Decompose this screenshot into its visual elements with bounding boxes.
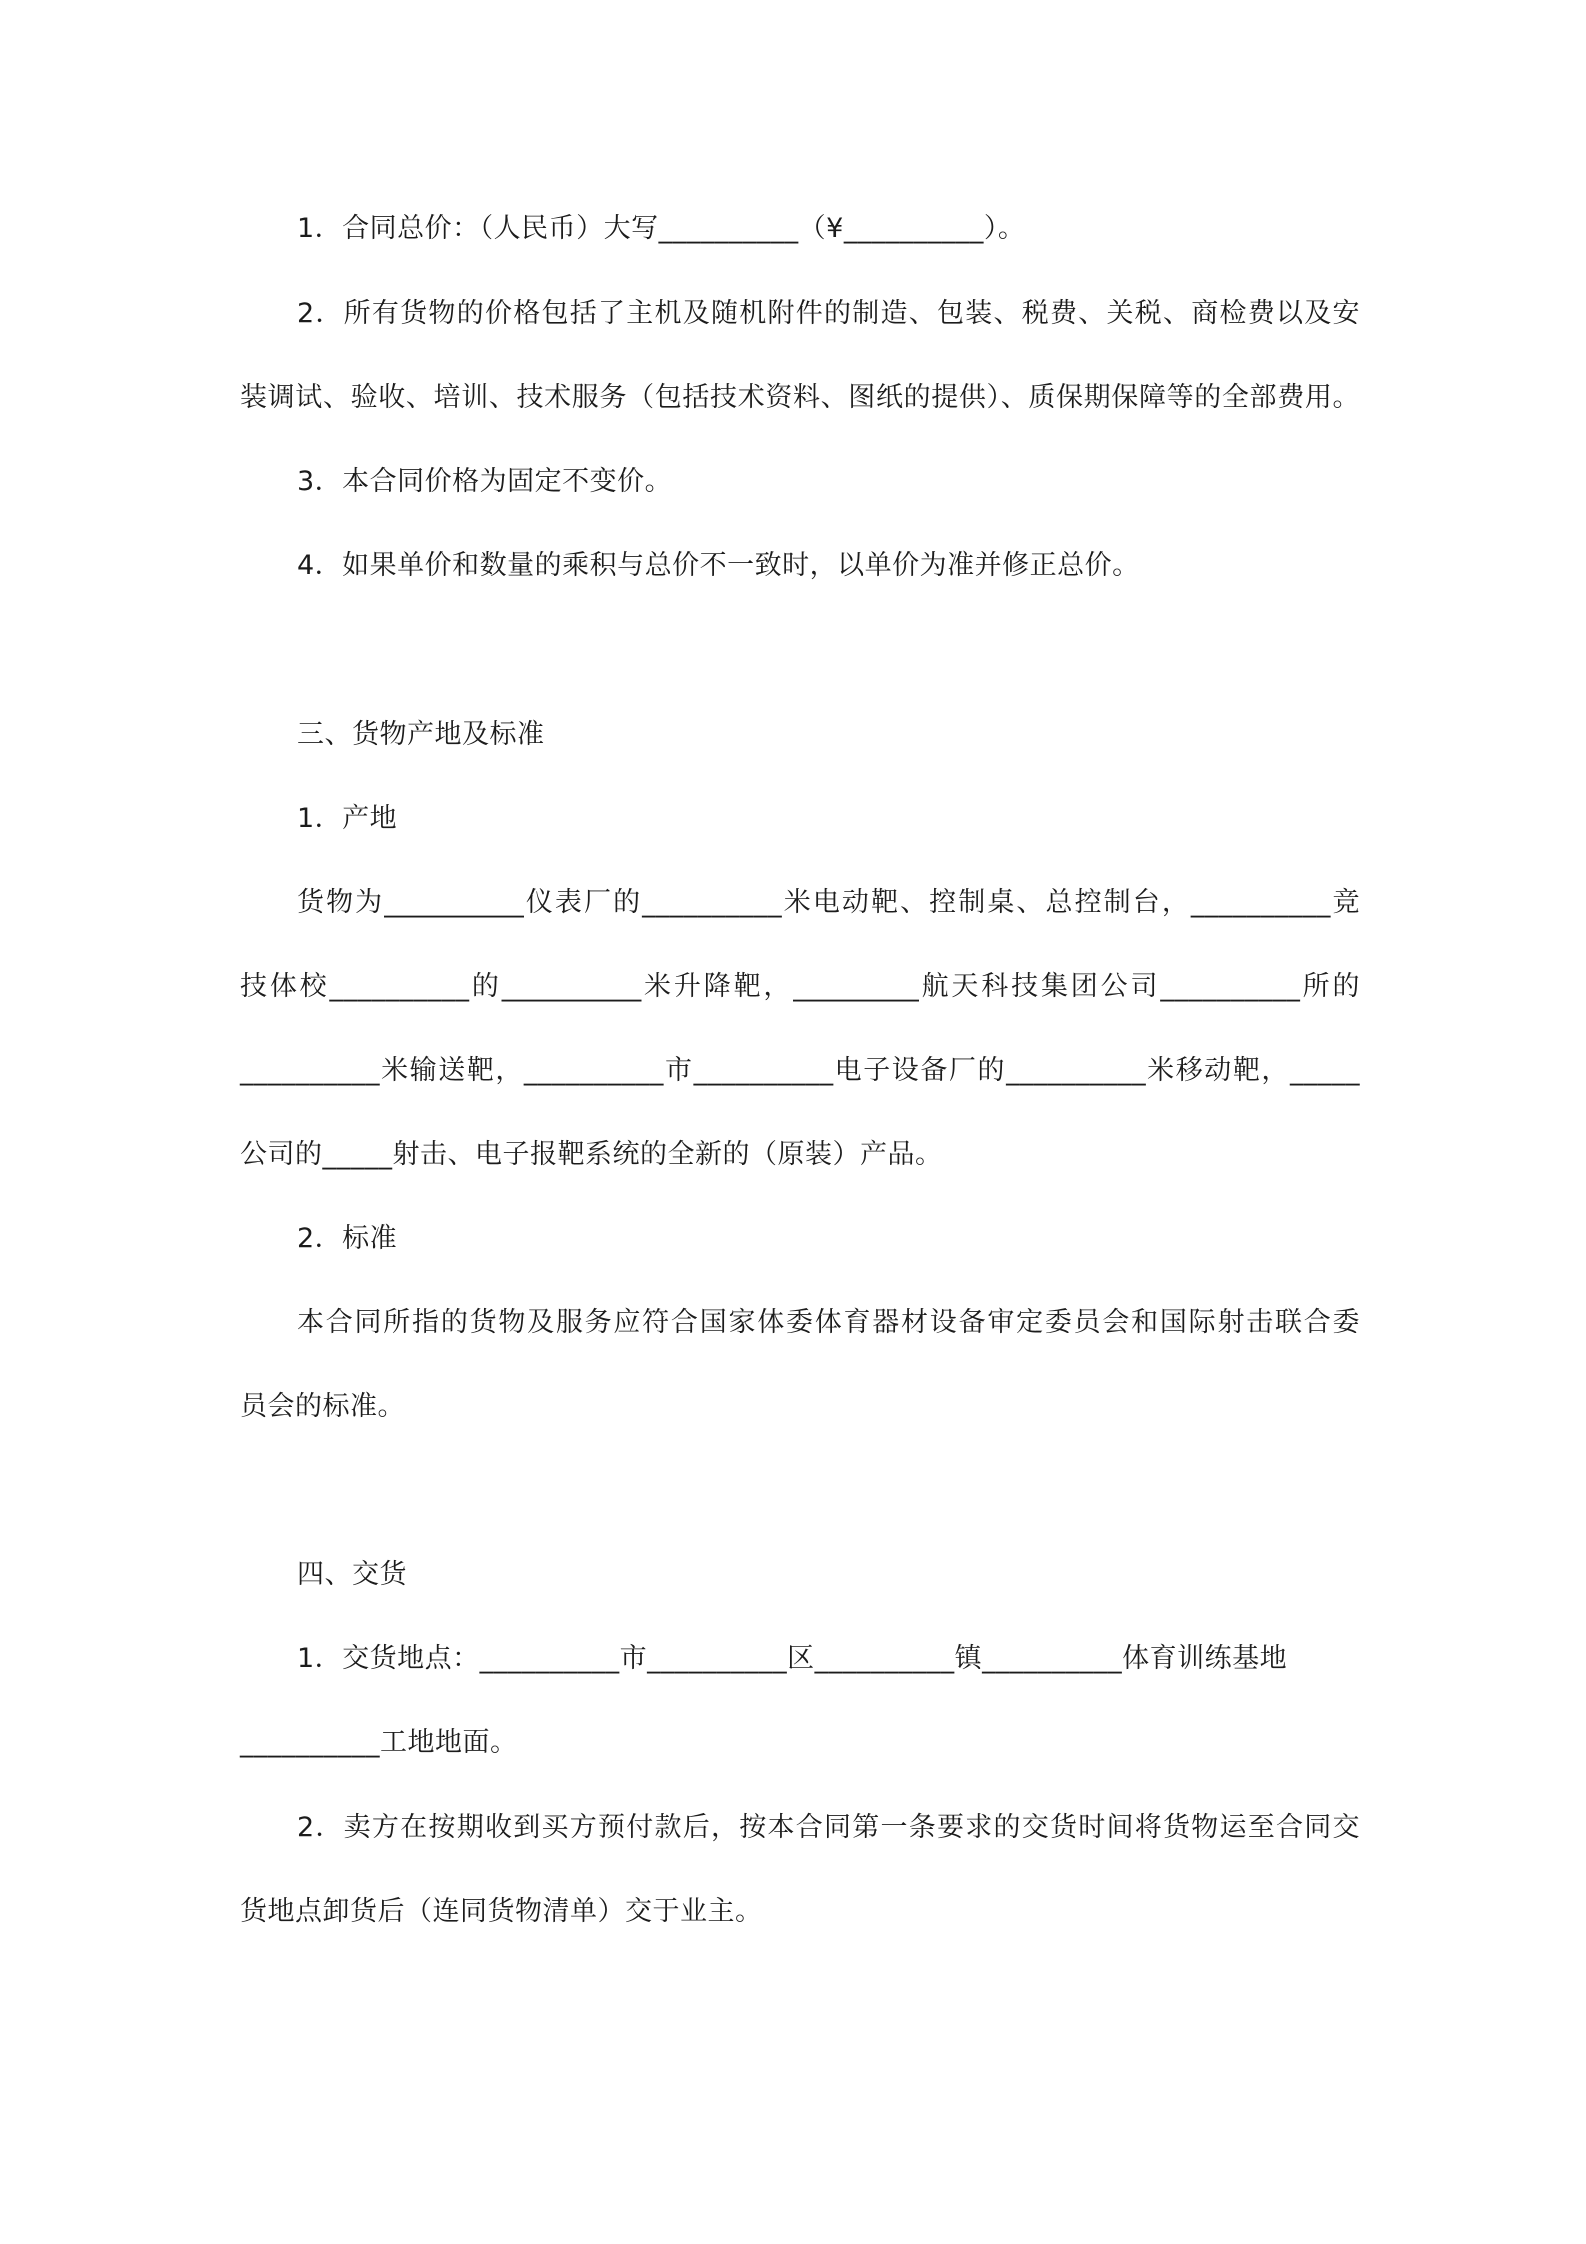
contract-price-item-3: 3．本合同价格为固定不变价。 [297, 466, 673, 497]
contract-price-item-2-line-2: 装调试、验收、培训、技术服务（包括技术资料、图纸的提供）、质保期保障等的全部费用。 [240, 382, 1360, 413]
origin-paragraph-line-2: 技体校__________的__________米升降靶，_________航天科技集团公司__________所的 [240, 971, 1360, 1002]
section-four-heading: 四、交货 [297, 1559, 407, 1590]
origin-paragraph-line-4: 公司的_____射击、电子报靶系统的全新的（原装）产品。 [240, 1139, 943, 1170]
contract-price-item-1: 1．合同总价：（人民币）大写__________（¥__________）。 [297, 213, 1026, 244]
origin-paragraph-line-3: __________米输送靶，__________市__________电子设备厂的__________米移动靶，_____ [240, 1055, 1360, 1086]
standard-heading: 2．标准 [297, 1223, 398, 1254]
standard-paragraph-line-1: 本合同所指的货物及服务应符合国家体委体育器材设备审定委员会和国际射击联合委 [297, 1307, 1360, 1338]
origin-heading: 1．产地 [297, 803, 398, 834]
origin-paragraph-line-1: 货物为__________仪表厂的__________米电动靶、控制桌、总控制台，__________竞 [297, 887, 1360, 918]
delivery-location-line-2: __________工地地面。 [240, 1727, 518, 1758]
standard-paragraph-line-2: 员会的标准。 [240, 1391, 405, 1422]
delivery-process-line-1: 2．卖方在按期收到买方预付款后，按本合同第一条要求的交货时间将货物运至合同交 [297, 1812, 1360, 1843]
delivery-process-line-2: 货地点卸货后（连同货物清单）交于业主。 [240, 1896, 763, 1927]
contract-price-item-2-line-1: 2．所有货物的价格包括了主机及随机附件的制造、包装、税费、关税、商检费以及安 [297, 298, 1360, 329]
section-three-heading: 三、货物产地及标准 [297, 719, 545, 750]
contract-price-item-4: 4．如果单价和数量的乘积与总价不一致时，以单价为准并修正总价。 [297, 550, 1140, 581]
delivery-location-line-1: 1．交货地点：__________市__________区__________镇__________体育训练基地 [297, 1643, 1288, 1674]
